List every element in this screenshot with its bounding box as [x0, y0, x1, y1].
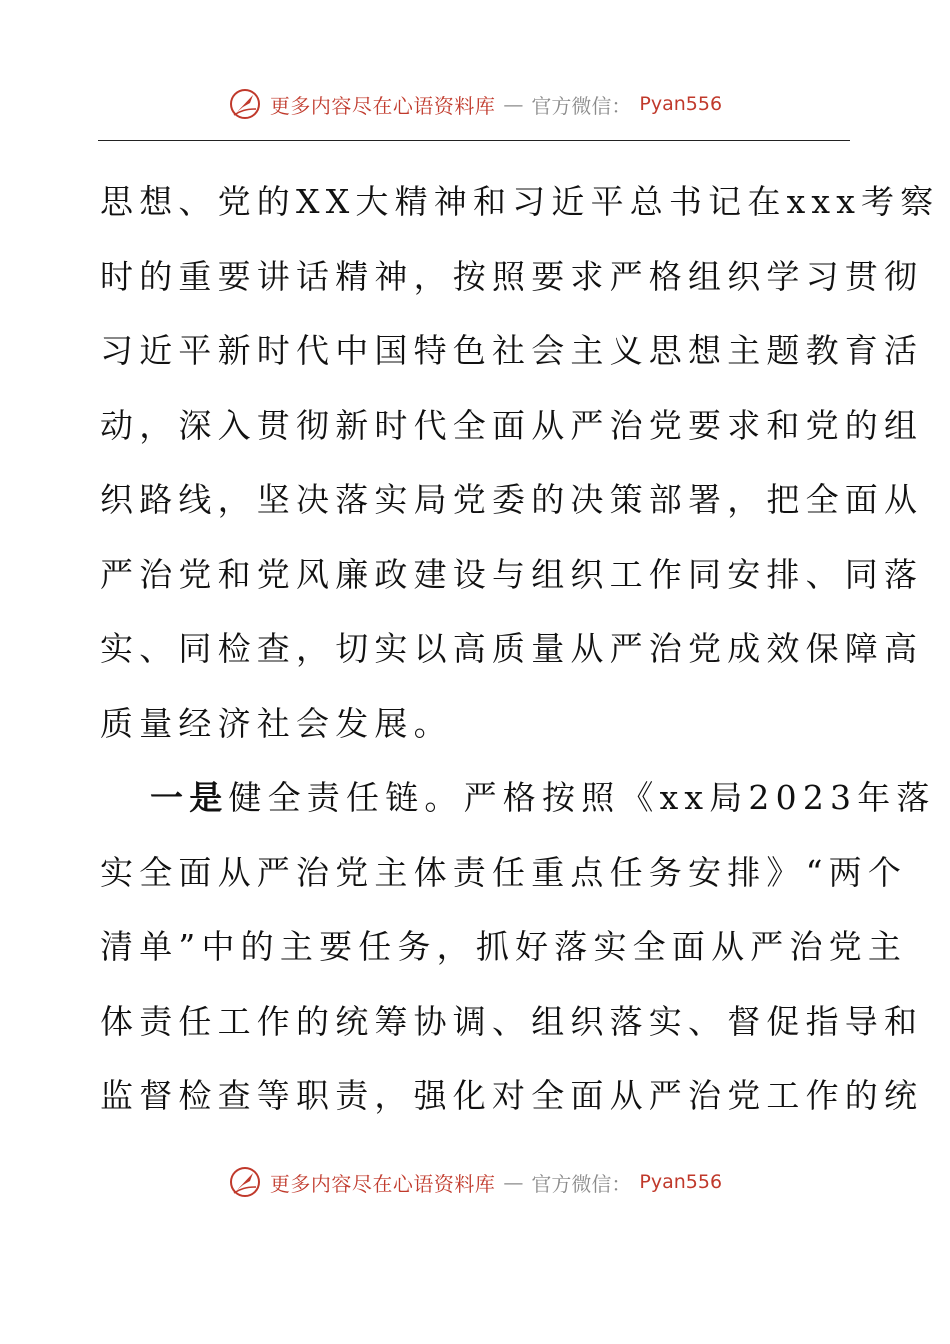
body-line: 时的重要讲话精神，按照要求严格组织学习贯彻 — [100, 256, 924, 296]
body-line: 实全面从严治党主体责任重点任务安排》“两个 — [100, 852, 908, 892]
body-line: 实、同检查，切实以高质量从严治党成效保障高 — [100, 629, 924, 668]
body-line: 监督检查等职责，强化对全面从严治党工作的统 — [100, 1076, 924, 1115]
watermark-dash: — — [503, 92, 524, 116]
watermark-wechat-id: Pyan556 — [639, 93, 723, 115]
watermark-wechat-id: Pyan556 — [639, 1171, 723, 1193]
body-line: 动，深入贯彻新时代全面从严治党要求和党的组 — [100, 405, 924, 445]
body-line: 织路线，坚决落实局党委的决策部署，把全面从 — [100, 480, 924, 519]
quill-logo-icon — [228, 87, 262, 121]
quill-logo-icon — [228, 1165, 262, 1199]
watermark-wechat-label: 官方微信： — [531, 93, 632, 118]
watermark-dash: — — [503, 1170, 524, 1194]
footer-watermark — [0, 1162, 950, 1202]
body-line: 体责任工作的统筹协调、组织落实、督促指导和 — [100, 1001, 924, 1041]
body-line: 习近平新时代中国特色社会主义思想主题教育活 — [100, 331, 924, 370]
watermark-brand: 更多内容尽在心语资料库 — [269, 93, 496, 118]
body-line: 严治党和党风廉政建设与组织工作同安排、同落 — [100, 554, 924, 594]
body-line: 思想、党的XX大精神和习近平总书记在xxx考察 — [100, 182, 940, 221]
paragraph-first-line — [100, 768, 936, 843]
watermark-wechat-label: 官方微信： — [531, 1171, 632, 1196]
watermark-brand: 更多内容尽在心语资料库 — [269, 1171, 496, 1196]
document-body — [100, 172, 940, 1141]
paragraph-lead: 一是 — [150, 778, 229, 817]
body-line: 清单”中的主要任务，抓好落实全面从严治党主 — [100, 927, 908, 966]
paragraph-first-rest: 健全责任链。严格按照《xx局2023年落 — [228, 778, 936, 817]
header-divider — [98, 140, 850, 141]
body-line: 质量经济社会发展。 — [100, 703, 453, 743]
header-watermark — [0, 84, 950, 124]
